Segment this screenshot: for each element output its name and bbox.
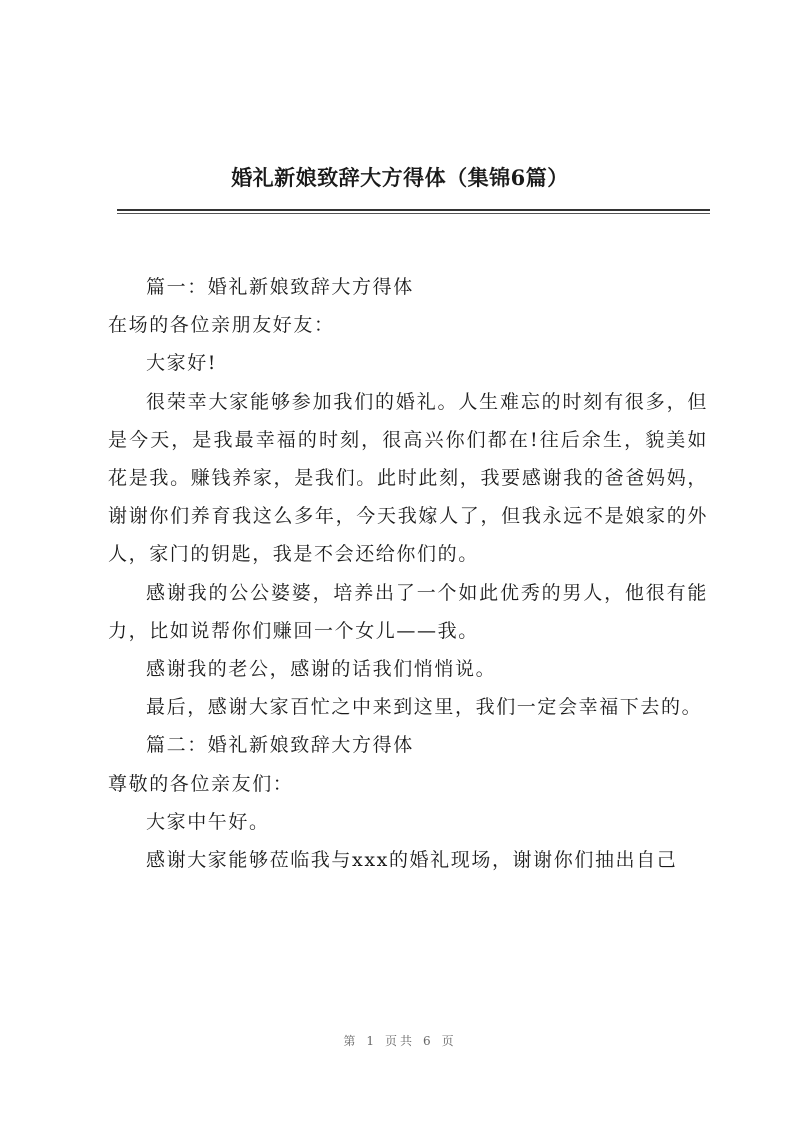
paragraph: 最后，感谢大家百忙之中来到这里，我们一定会幸福下去的。	[146, 696, 703, 719]
document-body	[108, 268, 708, 879]
paragraph: 篇二：婚礼新娘致辞大方得体	[146, 734, 414, 757]
paragraph: 感谢大家能够莅临我与xxx的婚礼现场，谢谢你们抽出自己	[146, 849, 678, 872]
title-underline-thin	[117, 213, 710, 214]
paragraph: 感谢我的老公，感谢的话我们悄悄说。	[146, 658, 497, 681]
paragraph: 很荣幸大家能够参加我们的婚礼。人生难忘的时刻有很多，但是今天，是我最幸福的时刻，很高兴你们都在!往后余生，貌美如花是我。赚钱养家，是我们。此时此刻，我要感谢我的爸爸妈妈，谢谢你们养育我这么多年，今天我嫁人了，但我永远不是娘家的外人，家门的钥匙，我是不会还给你们的。	[108, 390, 708, 566]
footer-label-end: 页	[441, 1034, 457, 1048]
paragraph: 大家中午好。	[146, 810, 270, 833]
footer-label-of: 页共	[384, 1034, 415, 1048]
title-underline	[117, 209, 710, 211]
paragraph: 感谢我的公公婆婆，培养出了一个如此优秀的男人，他很有能力，比如说帮你们赚回一个女儿——我。	[108, 581, 708, 642]
document-title: 婚礼新娘致辞大方得体（集锦6篇）	[231, 165, 569, 190]
paragraph: 大家好!	[146, 352, 218, 375]
footer-total-pages: 6	[423, 1034, 434, 1048]
paragraph: 尊敬的各位亲友们：	[108, 772, 294, 795]
paragraph: 在场的各位亲朋友好友：	[108, 314, 335, 337]
paragraph: 篇一：婚礼新娘致辞大方得体	[146, 276, 414, 298]
footer-current-page: 1	[366, 1034, 377, 1048]
footer-label-page: 第	[343, 1034, 359, 1048]
page-footer	[0, 1032, 800, 1049]
